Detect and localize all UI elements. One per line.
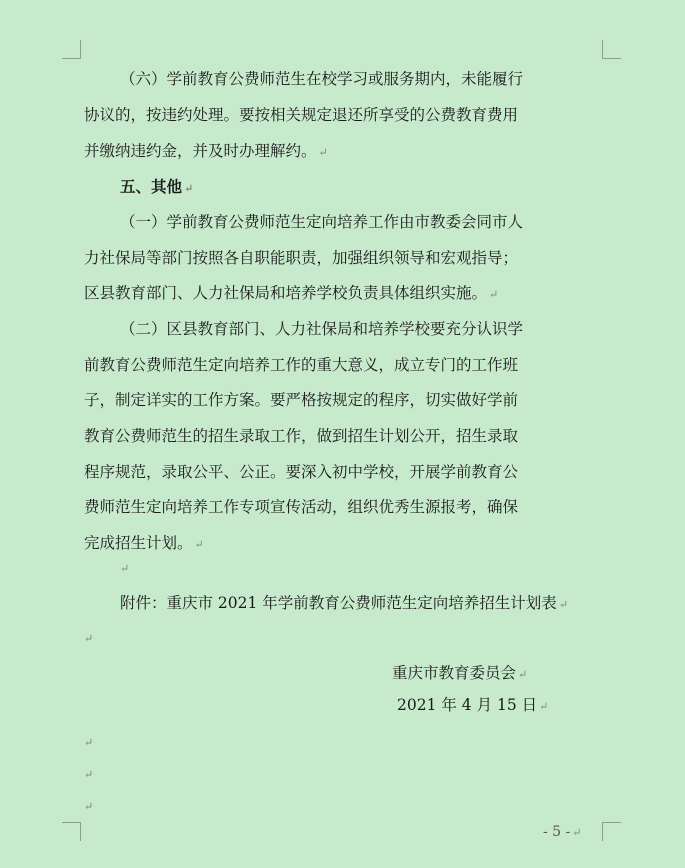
section-heading: 五、其他 ↵ — [120, 177, 194, 196]
text-line: 程序规范，录取公平、公正。要深入初中学校，开展学前教育公 — [84, 463, 519, 481]
paragraph-mark-icon: ↵ — [489, 288, 499, 301]
paragraph-mark-icon: ↵ — [120, 562, 130, 575]
signature-org: 重庆市教育委员会 ↵ — [392, 664, 528, 682]
paragraph-mark-icon: ↵ — [84, 768, 94, 781]
attachment-line: 附件：重庆市 2021 年学前教育公费师范生定向培养招生计划表 ↵ — [120, 594, 569, 612]
paragraph-mark-icon: ↵ — [572, 826, 582, 839]
corner-mark-top-left-h — [62, 58, 81, 59]
corner-mark-bottom-left-v — [80, 822, 81, 841]
text-line: 并缴纳违约金，并及时办理解约。 ↵ — [84, 142, 328, 160]
paragraph-mark-icon: ↵ — [518, 668, 528, 681]
corner-mark-top-right-h — [602, 58, 621, 59]
text-line: （六）学前教育公费师范生在校学习或服务期内，未能履行 — [120, 70, 524, 88]
text-line: （二）区县教育部门、人力社保局和培养学校要充分认识学 — [120, 320, 524, 338]
document-body — [84, 0, 604, 868]
paragraph-mark-icon: ↵ — [84, 736, 94, 749]
text-line: 协议的，按违约处理。要按相关规定退还所享受的公费教育费用 — [84, 106, 519, 124]
corner-mark-top-left-v — [80, 40, 81, 59]
text-line: （一）学前教育公费师范生定向培养工作由市教委会同市人 — [120, 213, 524, 231]
paragraph-mark-icon: ↵ — [84, 632, 94, 645]
paragraph-mark-icon: ↵ — [84, 800, 94, 813]
paragraph-mark-icon: ↵ — [539, 700, 549, 713]
corner-mark-bottom-right-h — [602, 822, 621, 823]
paragraph-mark-icon: ↵ — [194, 538, 204, 551]
text-line: 前教育公费师范生定向培养工作的重大意义，成立专门的工作班 — [84, 356, 519, 374]
signature-date: 2021 年 4 月 15 日 ↵ — [397, 696, 549, 714]
paragraph-mark-icon: ↵ — [318, 146, 328, 159]
text-line: 费师范生定向培养工作专项宣传活动，组织优秀生源报考，确保 — [84, 498, 519, 516]
page-number: - 5 - ↵ — [543, 824, 582, 840]
paragraph-mark-icon: ↵ — [558, 598, 569, 611]
paragraph-mark-icon: ↵ — [184, 182, 194, 195]
corner-mark-bottom-left-h — [62, 822, 81, 823]
text-line: 教育公费师范生的招生录取工作，做到招生计划公开，招生录取 — [84, 427, 519, 445]
text-line: 子，制定详实的工作方案。要严格按规定的程序，切实做好学前 — [84, 391, 519, 409]
text-line: 完成招生计划。 ↵ — [84, 534, 204, 552]
text-line: 力社保局等部门按照各自职能职责，加强组织领导和宏观指导； — [84, 249, 519, 267]
text-line: 区县教育部门、人力社保局和培养学校负责具体组织实施。 ↵ — [84, 284, 499, 302]
